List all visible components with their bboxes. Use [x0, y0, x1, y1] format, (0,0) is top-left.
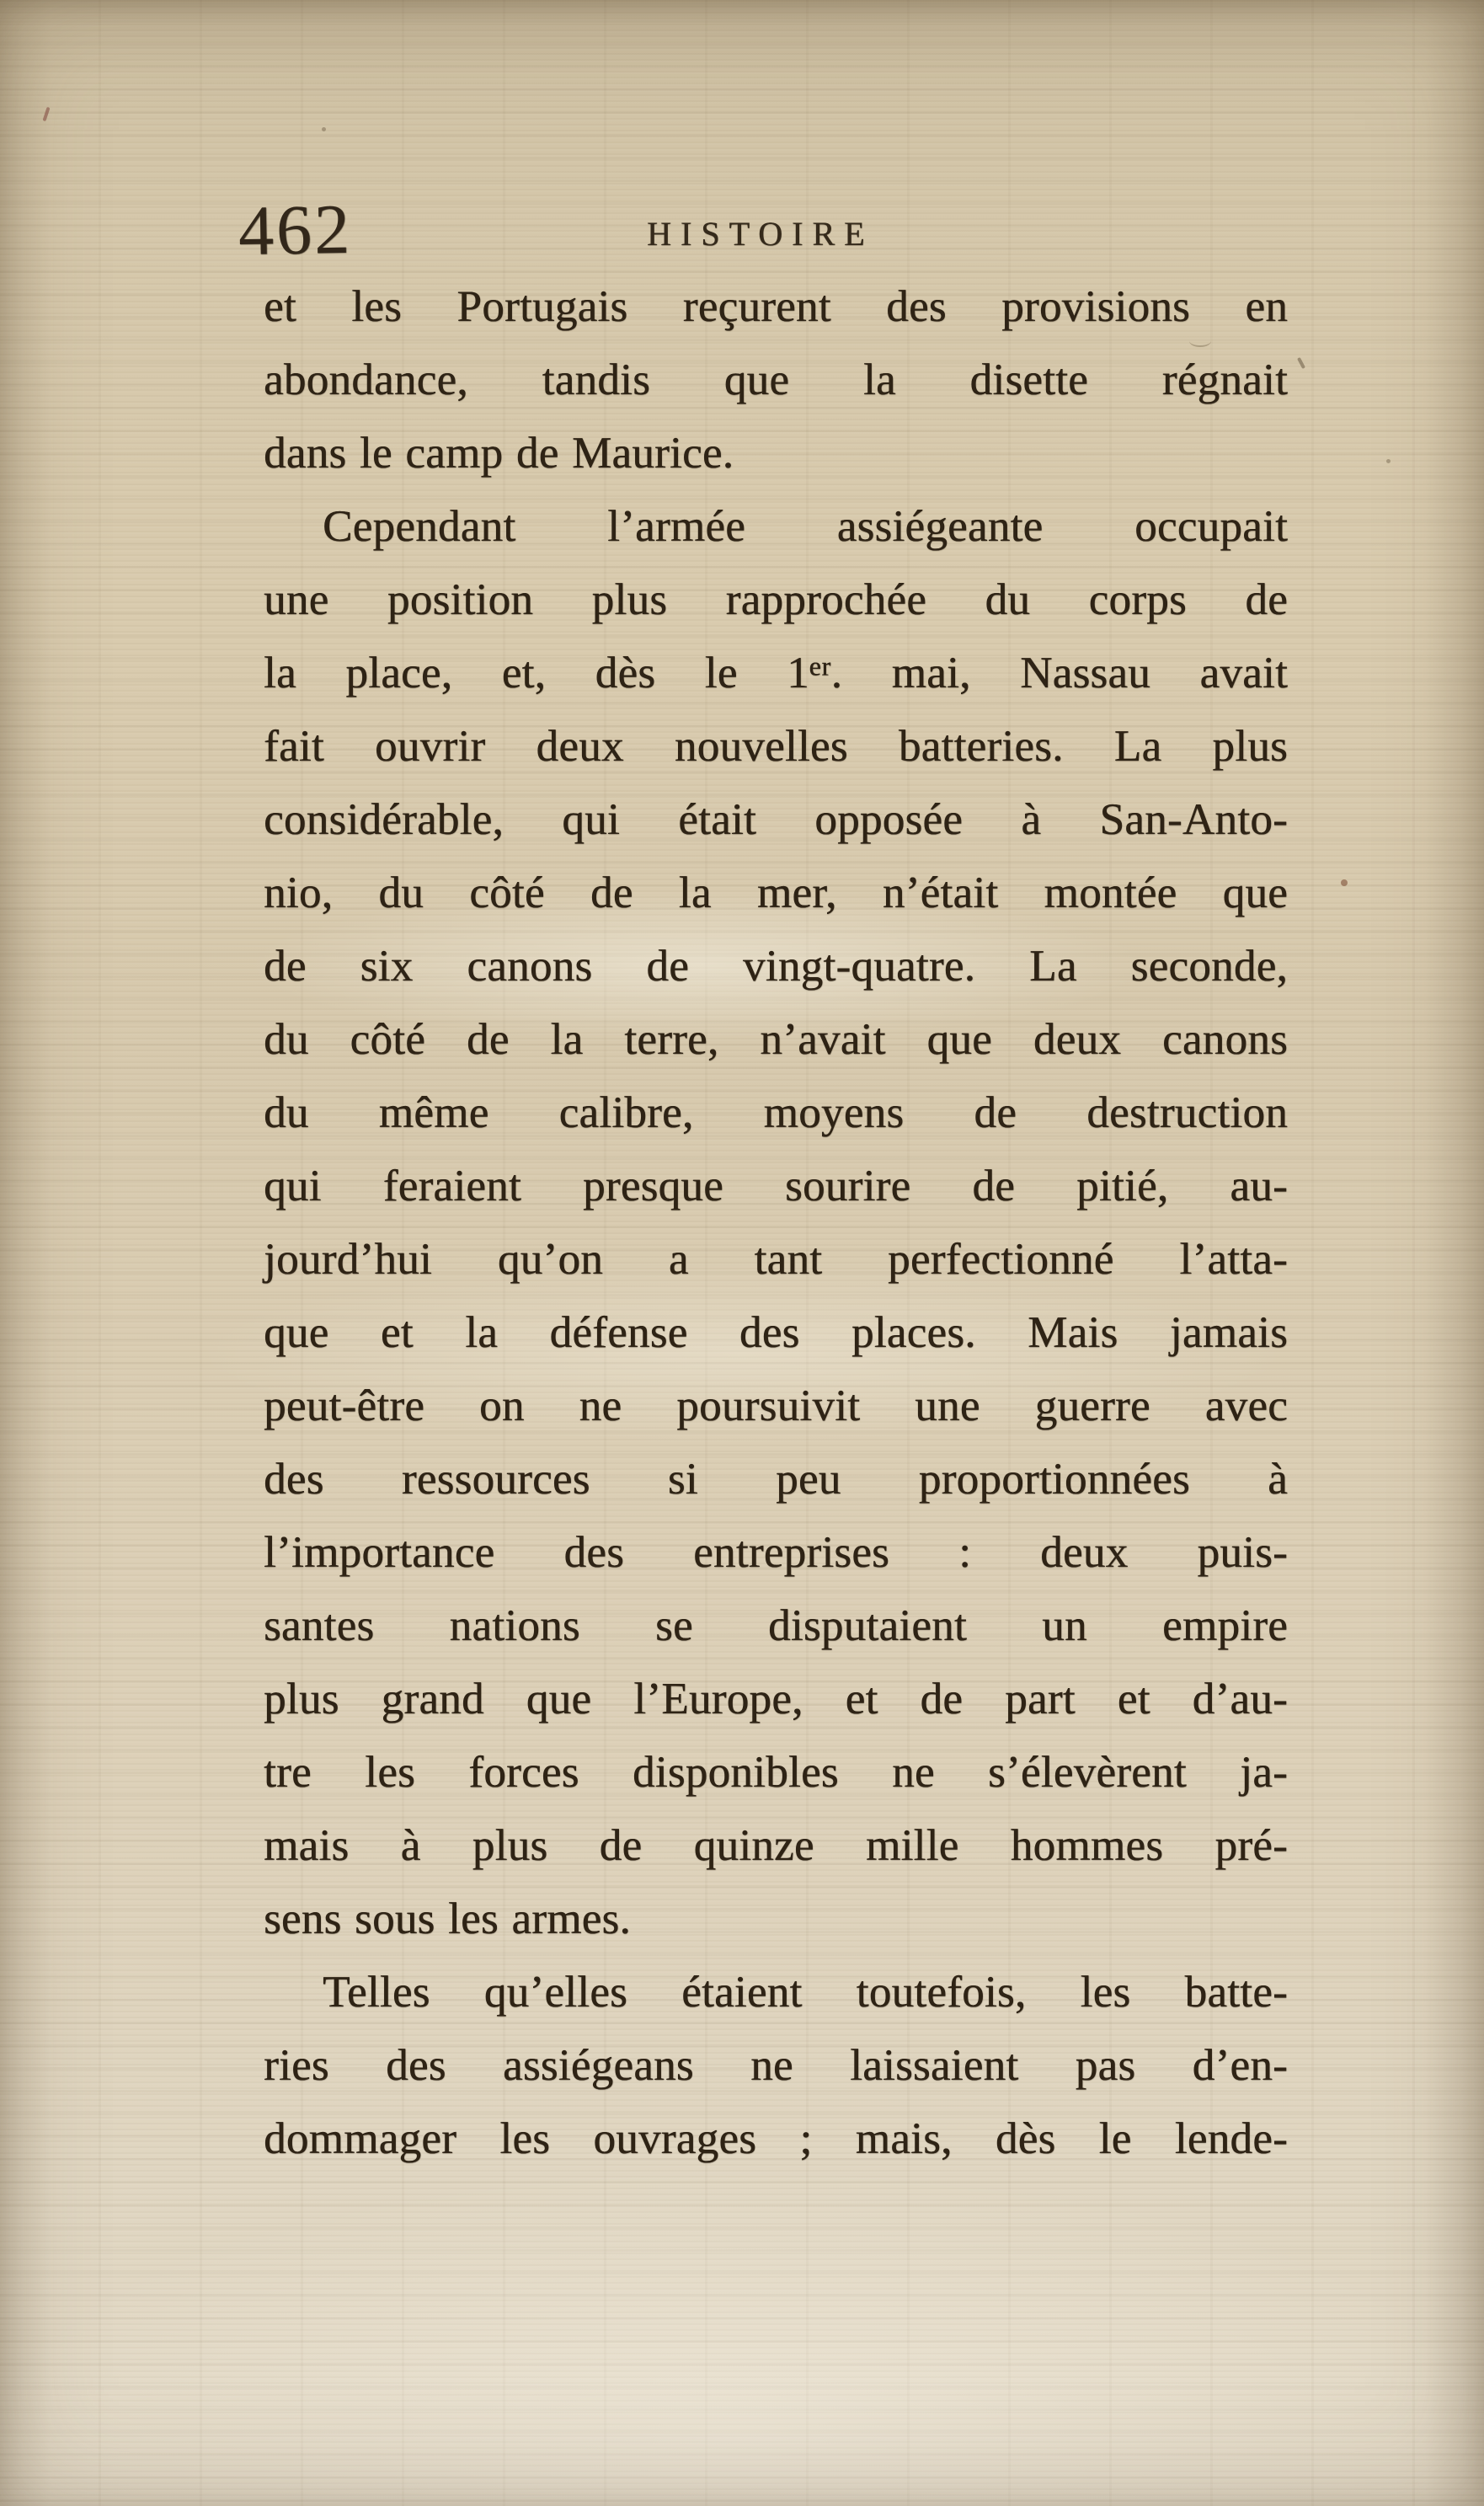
running-header: HISTOIRE	[647, 215, 874, 253]
text-line: abondance, tandis que la disette régnait	[264, 355, 1288, 404]
paper-speck	[1386, 459, 1391, 463]
paragraph	[264, 1956, 1288, 2176]
text-line: tre les forces disponibles ne s’élevèrent ja-	[264, 1748, 1288, 1797]
text-line: de six canons de vingt-quatre. La seconde,	[264, 942, 1288, 991]
text-line: mais à plus de quinze mille hommes pré-	[264, 1821, 1288, 1870]
text-line: nio, du côté de la mer, n’était montée que	[264, 868, 1288, 917]
text-line: dans le camp de Maurice.	[264, 429, 734, 478]
text-line: la place, et, dès le 1ᵉʳ. mai, Nassau avait	[264, 649, 1288, 697]
body-text	[264, 270, 1288, 2176]
text-line: qui feraient presque sourire de pitié, au-	[264, 1162, 1288, 1210]
text-line: l’importance des entreprises : deux puis-	[264, 1528, 1288, 1577]
text-line: considérable, qui était opposée à San-Anto-	[264, 795, 1288, 844]
text-line: santes nations se disputaient un empire	[264, 1601, 1288, 1650]
text-line: dommager les ouvrages ; mais, dès le lende-	[264, 2114, 1288, 2163]
text-line: jourd’hui qu’on a tant perfectionné l’atta-	[264, 1235, 1288, 1284]
paper-speck	[1297, 357, 1305, 369]
paper-speck	[42, 107, 50, 121]
text-line: Cependant l’armée assiégeante occupait	[323, 502, 1288, 551]
text-line: sens sous les armes.	[264, 1894, 631, 1943]
text-line: du même calibre, moyens de destruction	[264, 1088, 1288, 1137]
paper-speck	[1341, 879, 1348, 886]
paper-speck	[322, 127, 326, 131]
text-line: des ressources si peu proportionnées à	[264, 1455, 1288, 1504]
text-line: fait ouvrir deux nouvelles batteries. La plus	[264, 722, 1288, 771]
text-line: plus grand que l’Europe, et de part et d’au-	[264, 1675, 1288, 1723]
text-line: une position plus rapprochée du corps de	[264, 575, 1288, 624]
paragraph	[264, 270, 1288, 490]
text-line: du côté de la terre, n’avait que deux canons	[264, 1015, 1288, 1064]
page-number: 462	[238, 190, 353, 271]
text-line: peut-être on ne poursuivit une guerre avec	[264, 1381, 1288, 1430]
text-line: Telles qu’elles étaient toutefois, les batte-	[323, 1968, 1288, 2017]
text-line: et les Portugais reçurent des provisions en	[264, 282, 1288, 331]
text-line: que et la défense des places. Mais jamais	[264, 1308, 1288, 1357]
paragraph	[264, 490, 1288, 1956]
text-line: ries des assiégeans ne laissaient pas d’en-	[264, 2041, 1288, 2090]
